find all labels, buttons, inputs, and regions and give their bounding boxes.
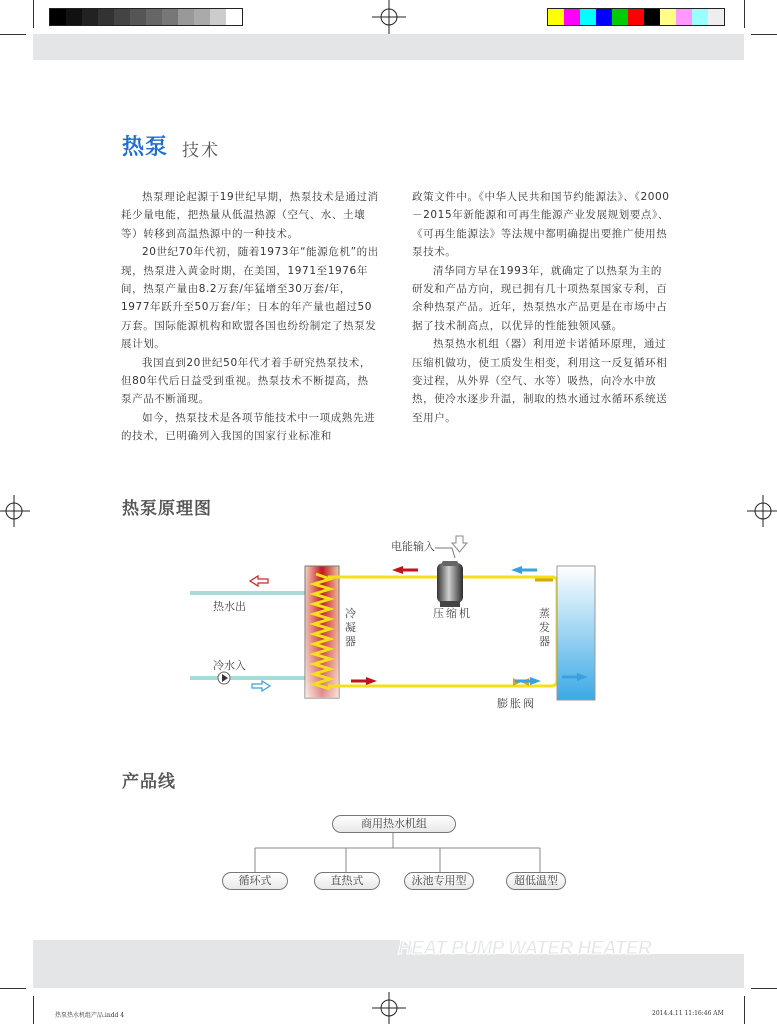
cold-water-in-arrow xyxy=(252,681,270,691)
crop-mark xyxy=(33,996,34,1024)
section-title-diagram: 热泵原理图 xyxy=(122,499,212,519)
text-column-right xyxy=(412,188,670,427)
crop-mark xyxy=(0,34,26,35)
footer-file-name: 热泵热水机组产品.indd 4 xyxy=(55,1012,125,1019)
color-swatch xyxy=(548,9,564,25)
paragraph: 政策文件中。《中华人民共和国节约能源法》、《2000－2015年新能源和可再生能源产业发展规划要点》、《可再生能源法》等法规中都明确提出要推广使用热泵技术。 xyxy=(412,191,670,259)
label-evaporator: 蒸发器 xyxy=(539,607,550,648)
paragraph: 热泵理论起源于19世纪早期，热泵技术是通过消耗少量电能，把热量从低温热源（空气、水、土壤等）转移到高温热源中的一种技术。 xyxy=(121,191,379,240)
flow-arrow-cold xyxy=(511,566,537,574)
grayscale-registration-bar xyxy=(49,8,243,26)
gray-swatch xyxy=(66,9,82,25)
color-swatch xyxy=(596,9,612,25)
label-condenser: 冷凝器 xyxy=(345,607,356,648)
label-hot-water-out: 热水出 xyxy=(213,600,246,613)
section-title-rest: 技术 xyxy=(182,141,220,161)
paragraph: 热泵热水机组（器）利用逆卡诺循环原理，通过压缩机做功，使工质发生相变，利用这一反复循环相变过程，从外界（空气、水等）吸热，向冷水中放热，使冷水逐步升温，制取的热水通过水循环系统送至用户。 xyxy=(412,338,668,424)
product-item: 泳池专用型 xyxy=(404,872,474,890)
crop-mark xyxy=(744,996,745,1024)
color-swatch xyxy=(564,9,580,25)
label-power-input: 电能输入 xyxy=(391,540,435,553)
label-cold-water-in: 冷水入 xyxy=(213,659,246,672)
crop-mark xyxy=(751,988,777,989)
color-swatch xyxy=(644,9,660,25)
flow-arrow-hot-bottom xyxy=(351,677,377,685)
color-swatch xyxy=(628,9,644,25)
gray-swatch xyxy=(194,9,210,25)
heat-pump-diagram xyxy=(180,530,620,720)
gray-swatch xyxy=(130,9,146,25)
product-item: 直热式 xyxy=(314,872,380,890)
flow-arrow-hot xyxy=(392,566,418,574)
color-registration-bar xyxy=(547,8,725,26)
gray-swatch xyxy=(210,9,226,25)
color-swatch xyxy=(676,9,692,25)
registration-target-bottom xyxy=(372,992,406,1024)
paragraph: 如今，热泵技术是各项节能技术中一项成熟先进的技术，已明确列入我国的国家行业标准和 xyxy=(121,411,376,443)
color-swatch xyxy=(580,9,596,25)
color-swatch xyxy=(692,9,708,25)
section-title-product-line: 产品线 xyxy=(122,772,176,792)
band-slogan: HEAT PUMP WATER HEATER xyxy=(398,938,652,959)
gray-swatch xyxy=(98,9,114,25)
gray-swatch xyxy=(114,9,130,25)
power-input-arrow xyxy=(452,536,467,552)
registration-target-top xyxy=(372,0,406,34)
section-title-accent: 热泵 xyxy=(122,135,169,160)
crop-mark xyxy=(33,0,34,28)
evaporator-body xyxy=(557,566,595,700)
product-item: 循环式 xyxy=(222,872,288,890)
color-swatch xyxy=(612,9,628,25)
registration-target-right xyxy=(747,495,777,527)
product-root: 商用热水机组 xyxy=(332,815,456,833)
crop-mark xyxy=(751,34,777,35)
hot-water-out-arrow xyxy=(250,576,268,586)
crop-mark xyxy=(744,0,745,28)
gray-swatch xyxy=(226,9,242,25)
top-gray-band xyxy=(33,34,744,60)
paragraph: 20世纪70年代初，随着1973年“能源危机”的出现，热泵进入黄金时期，在美国，1971至1976年间，热泵产量由8.2万套/年猛增至30万套/年，1977年跃升至50万套/年；日本的年产量也超过50万套。国际能源机构和欧盟各国也纷纷制定了热泵发展计划。 xyxy=(121,246,379,351)
gray-swatch xyxy=(50,9,66,25)
label-expansion-valve: 膨胀阀 xyxy=(497,697,536,710)
gray-swatch xyxy=(162,9,178,25)
cold-water-pipe xyxy=(190,676,305,680)
registration-target-left xyxy=(0,495,30,527)
paragraph: 我国直到20世纪50年代才着手研究热泵技术，但80年代后日益受到重视。热泵技术不断提高，热泵产品不断涌现。 xyxy=(121,356,371,406)
color-swatch xyxy=(708,9,724,25)
gray-swatch xyxy=(146,9,162,25)
compressor-icon xyxy=(437,563,463,603)
footer-timestamp: 2014.4.11 11:16:46 AM xyxy=(652,1010,724,1017)
label-compressor: 压缩机 xyxy=(433,607,472,620)
hot-water-pipe xyxy=(190,591,305,595)
crop-mark xyxy=(0,988,26,989)
text-column-left xyxy=(121,188,379,446)
gray-swatch xyxy=(178,9,194,25)
color-swatch xyxy=(660,9,676,25)
paragraph: 清华同方早在1993年，就确定了以热泵为主的研发和产品方向，现已拥有几十项热泵国家专利，百余种热泵产品。近年，热泵热水产品更是在市场中占据了技术制高点，以优异的性能独领风骚。 xyxy=(412,264,668,332)
gray-swatch xyxy=(82,9,98,25)
product-item: 超低温型 xyxy=(506,872,566,890)
